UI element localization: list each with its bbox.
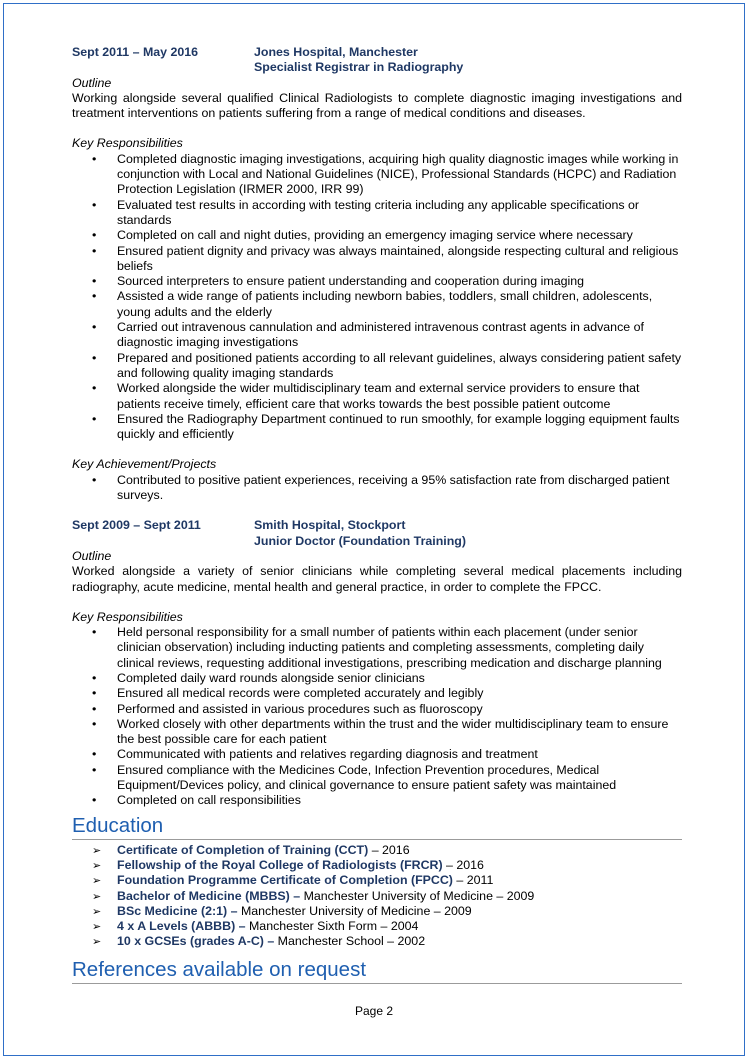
spacer [72,503,682,518]
education-item [72,873,682,888]
spacer [72,121,682,136]
qualification: 10 x GCSEs (grades A-C) – [117,934,275,949]
qualification: Foundation Programme Certificate of Completion (FPCC) [117,873,453,888]
qualification-detail: Manchester School – 2002 [274,934,426,949]
list-item: • Completed daily ward rounds alongside senior clinicians [72,671,682,686]
job-employer: Jones Hospital, Manchester [254,45,418,59]
qualification: Certificate of Completion of Training (CCT) [117,842,369,857]
qualification-detail: – 2016 [442,857,484,872]
education-item [72,889,682,904]
education-item [72,858,682,873]
qualification-detail: – 2016 [368,842,410,857]
job-header [72,45,682,76]
responsibilities-list [72,152,682,443]
outline-text: Worked alongside a variety of senior clinicians while completing several medical placements including radiography, acute medicine, mental health and general practice, in order to complete the FPCC. [72,564,682,594]
list-item: • Carried out intravenous cannulation and administered intravenous contrast agents in advance of diagnostic imaging investigations [72,320,682,351]
spacer [72,595,682,610]
outline-text: Working alongside several qualified Clinical Radiologists to complete diagnostic imaging investigations and treatment interventions on patients suffering from a range of medical conditions and diseases. [72,90,682,121]
list-item: • Held personal responsibility for a small number of patients within each placement (under senior clinician observation) including inducting patients and completing assessments, completing daily clinical reviews, requesting additional investigations, prescribing medication and discharge planning [72,625,682,671]
outline-label: Outline [72,548,112,563]
job-org-block [254,518,466,549]
job-header [72,518,682,549]
responsibilities-label: Key Responsibilities [72,136,183,151]
references-heading: References available on request [72,958,682,984]
job-role: Junior Doctor (Foundation Training) [254,533,466,548]
education-item [72,934,682,949]
page-number: Page 2 [354,1004,394,1018]
achievements-list [72,473,682,504]
list-item: • Performed and assisted in various procedures such as fluoroscopy [72,702,682,717]
education-list [72,843,682,950]
list-item: • Ensured patient dignity and privacy was always maintained, alongside respecting cultural and religious beliefs [72,244,682,275]
cv-page [3,3,745,1056]
education-item [72,843,682,858]
job-role: Specialist Registrar in Radiography [254,60,464,75]
qualification: Fellowship of the Royal College of Radiologists (FRCR) [117,857,443,872]
achievements-label: Key Achievement/Projects [72,457,217,472]
list-item: • Completed diagnostic imaging investigations, acquiring high quality diagnostic images while working in conjunction with Local and National Guidelines (NICE), Professional Standards (HCPC) and Radiation Protection Legislation (IRMER 2000, IRR 99) [72,152,682,198]
job-date: Sept 2011 – May 2016 [72,45,199,59]
responsibilities-label: Key Responsibilities [72,609,183,624]
list-item: • Sourced interpreters to ensure patient understanding and cooperation during imaging [72,274,682,289]
qualification: Bachelor of Medicine (MBBS) – [117,888,301,903]
list-item: • Contributed to positive patient experiences, receiving a 95% satisfaction rate from discharged patient surveys. [72,473,682,504]
education-heading: Education [72,814,682,840]
job-org-block [254,45,463,76]
qualification-detail: Manchester University of Medicine – 2009 [237,903,472,918]
qualification: BSc Medicine (2:1) – [117,903,238,918]
list-item: • Worked closely with other departments within the trust and the wider multidisciplinary team to ensure the best possible care for each patient [72,717,682,748]
spacer [72,442,682,457]
education-item [72,904,682,919]
list-item: • Worked alongside the wider multidisciplinary team and external service providers to ensure that patients receive timely, efficient care that works towards the best possible patient outcome [72,381,682,412]
list-item: • Completed on call and night duties, providing an emergency imaging service where necessary [72,228,682,243]
page-content [72,45,682,984]
education-item [72,919,682,934]
list-item: • Prepared and positioned patients according to all relevant guidelines, always considering patient safety and following quality imaging standards [72,351,682,382]
qualification-detail: – 2011 [452,873,494,888]
list-item: • Evaluated test results in according with testing criteria including any applicable specifications or standards [72,198,682,229]
list-item: • Completed on call responsibilities [72,793,682,808]
qualification-detail: Manchester Sixth Form – 2004 [245,919,419,934]
qualification: 4 x A Levels (ABBB) – [117,919,246,934]
job-employer: Smith Hospital, Stockport [254,518,406,533]
responsibilities-list [72,625,682,809]
list-item: • Communicated with patients and relatives regarding diagnosis and treatment [72,747,682,762]
list-item: • Assisted a wide range of patients including newborn babies, toddlers, small children, adolescents, young adults and the elderly [72,289,682,320]
list-item: • Ensured compliance with the Medicines Code, Infection Prevention procedures, Medical Equipment/Devices policy, and clinical governance to ensure patient safety was maintained [72,763,682,794]
job-date: Sept 2009 – Sept 2011 [72,518,201,533]
list-item: • Ensured the Radiography Department continued to run smoothly, for example logging equipment faults quickly and efficiently [72,412,682,443]
qualification-detail: Manchester University of Medicine – 2009 [300,888,535,903]
list-item: • Ensured all medical records were completed accurately and legibly [72,686,682,701]
outline-label: Outline [72,75,112,90]
